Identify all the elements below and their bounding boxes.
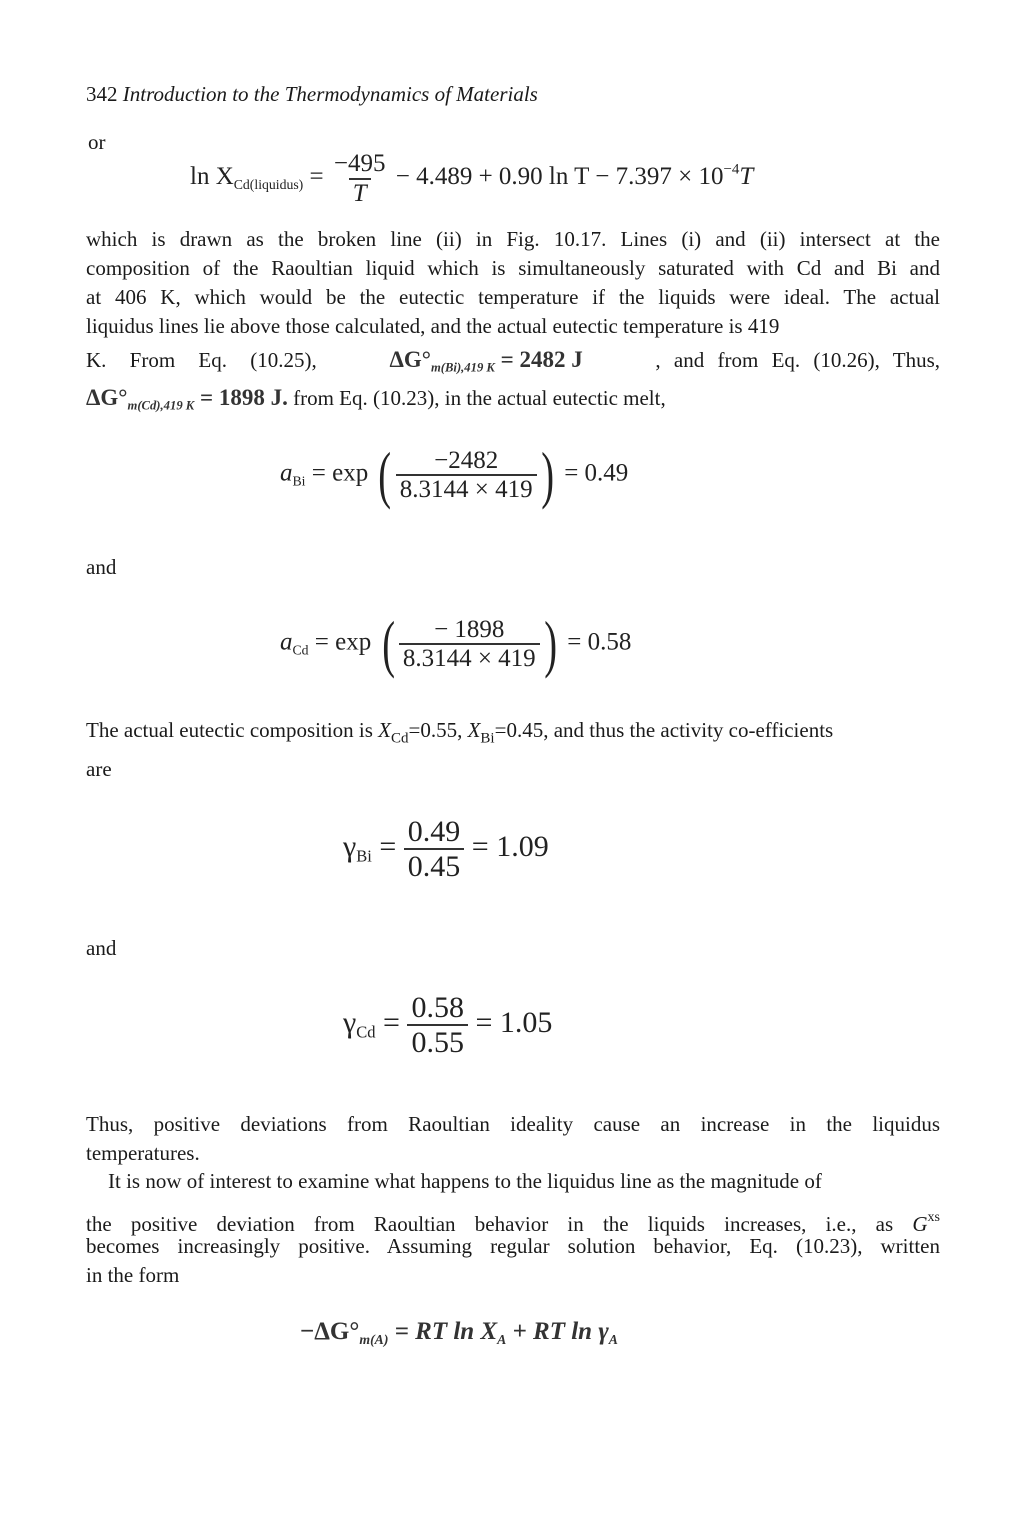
equation-regular-solution <box>300 1318 618 1348</box>
delta-g-cd-sub: m(Cd),419 K <box>127 398 195 413</box>
delta-g-bi-value: = 2482 J <box>494 347 583 372</box>
gamma-cd-lhs: γ <box>343 1005 357 1039</box>
equation-a-cd: $a_{Cd} = \exp$ ( $\frac{- 1898}{8.3144 \times 419}$ ) = 0.58 <box>280 608 632 679</box>
a-bi-sub: Bi <box>292 473 306 489</box>
p2-bi-sub: Bi <box>480 730 495 747</box>
p3-line: temperatures. <box>86 1141 200 1165</box>
a-cd-result: = 0.58 <box>567 628 632 656</box>
equation-gamma-cd: $\gamma_{Cd}$ = $\frac{0.58}{0.55}$ = 1.05 <box>343 991 553 1059</box>
eq1-tail: T <box>739 163 754 191</box>
eq1-exp: −4 <box>723 161 740 178</box>
gamma-cd-num: 0.58 <box>411 991 464 1024</box>
book-title: Introduction to the Thermodynamics of Materials <box>122 82 538 106</box>
a-bi-den: 8.3144 × 419 <box>396 474 537 504</box>
p1-line6-text: from Eq. (10.23), in the actual eutectic melt, <box>287 386 666 410</box>
gamma-bi-fraction <box>404 815 465 883</box>
a-bi-lhs: a <box>280 459 293 487</box>
p4-line2-text: the positive deviation from Raoultian behavior in the liquids increases, i.e., as <box>86 1211 913 1236</box>
running-header <box>86 80 538 109</box>
p3-line: Thus, positive deviations from Raoultian ideality cause an increase in the liquidus <box>86 1112 940 1136</box>
final-mid: = RT ln X <box>388 1318 498 1345</box>
p1-line: at 406 K, which would be the eutectic temperature if the liquids were ideal. The actual <box>86 285 940 309</box>
a-cd-fraction <box>399 616 540 673</box>
connector-and-1: and <box>86 555 117 579</box>
paragraph-4 <box>86 1167 940 1196</box>
p1-line: liquidus lines lie above those calculated, and the actual eutectic temperature is 419 <box>86 314 780 338</box>
gamma-bi-result: = 1.09 <box>471 829 549 863</box>
final-pre: −ΔG° <box>300 1318 360 1345</box>
p2-x-cd: X <box>378 718 391 742</box>
p4-g-xs: G <box>912 1211 928 1236</box>
p1-line: which is drawn as the broken line (ii) in Fig. 10.17. Lines (i) and (ii) intersect at the <box>86 227 940 251</box>
connector-or: or <box>88 130 106 154</box>
paragraph-1 <box>86 225 940 341</box>
p2-x-bi: X <box>467 718 481 742</box>
gamma-cd-fraction <box>407 991 468 1059</box>
gamma-bi-num: 0.49 <box>407 815 461 848</box>
eq1-den: T <box>349 178 371 208</box>
p1-line-6 <box>86 383 666 420</box>
a-bi-result: = 0.49 <box>564 459 629 487</box>
a-bi-fraction <box>396 447 537 504</box>
final-sub2: A <box>497 1331 507 1347</box>
p2-text-a: The actual eutectic composition is <box>86 718 379 742</box>
delta-g-bi-pre: ΔG° <box>389 347 431 372</box>
inline-eq-delta-g-bi <box>389 345 582 382</box>
gamma-bi-sub: Bi <box>356 846 372 866</box>
paragraph-3 <box>86 1110 940 1168</box>
p4-line: becomes increasingly positive. Assuming regular solution behavior, Eq. (10.23), written <box>86 1234 940 1258</box>
connector-and-2: and <box>86 936 117 960</box>
p1-line5-b: , and from Eq. (10.26), Thus, <box>655 348 940 372</box>
equation-gamma-bi: $\gamma_{Bi}$ = $\frac{0.49}{0.45}$ = 1.09 <box>343 815 549 883</box>
final-sub3: A <box>608 1331 618 1347</box>
a-cd-sub: Cd <box>292 642 309 658</box>
eq1-fraction <box>330 150 390 207</box>
a-cd-den: 8.3144 × 419 <box>399 643 540 673</box>
p4-xs-sup: xs <box>927 1210 940 1225</box>
equation-a-bi: $a_{Bi} = \exp$ ( $\frac{-2482}{8.3144 \times 419}$ ) = 0.49 <box>280 439 629 510</box>
p2-text-c: =0.45, and thus the activity co-efficients <box>494 718 834 742</box>
gamma-cd-sub: Cd <box>356 1022 376 1042</box>
a-cd-fn: exp <box>335 628 372 656</box>
gamma-cd-result: = 1.05 <box>475 1005 553 1039</box>
a-bi-num: −2482 <box>434 446 499 474</box>
p4-line: in the form <box>86 1263 180 1287</box>
p4-line: It is now of interest to examine what happens to the liquidus line as the magnitude of <box>108 1169 822 1193</box>
equation-ln-x-cd-liquidus: $\ln X_{Cd(liquidus)}$ = $\frac{-495}{T}$ − 4.489 + 0.90 $\ln T - 7.397 \times 10^{-4}T$ <box>190 150 754 207</box>
final-sub: m(A) <box>359 1331 389 1347</box>
gamma-cd-den: 0.55 <box>407 1024 468 1059</box>
eq1-rest: − 4.489 + 0.90 ln T − 7.397 × 10 <box>395 163 724 191</box>
inline-eq-delta-g-cd <box>86 385 288 413</box>
p1-line-5 <box>86 345 940 382</box>
eq1-num: −495 <box>333 150 386 177</box>
p2-cd-sub: Cd <box>390 730 409 747</box>
page-number: 342 <box>86 82 118 106</box>
p2-line-2: are <box>86 757 112 781</box>
p4-lines-3-4 <box>86 1232 940 1290</box>
delta-g-bi-sub: m(Bi),419 K <box>430 360 495 375</box>
a-cd-lhs: a <box>280 628 293 656</box>
a-cd-num: − 1898 <box>434 615 505 643</box>
p1-line5-a: K. From Eq. (10.25), <box>86 348 317 372</box>
gamma-bi-den: 0.45 <box>404 848 465 883</box>
eq1-lhs: ln X <box>190 163 234 191</box>
a-bi-fn: exp <box>332 459 369 487</box>
p1-line: composition of the Raoultian liquid which is simultaneously saturated with Cd and Bi and <box>86 256 940 280</box>
gamma-bi-lhs: γ <box>343 829 357 863</box>
delta-g-cd-value: = 1898 J. <box>194 385 288 410</box>
eq1-lhs-sub: Cd(liquidus) <box>233 177 304 193</box>
delta-g-cd-pre: ΔG° <box>86 385 128 410</box>
paragraph-2 <box>86 716 833 753</box>
final-end: + RT ln γ <box>506 1318 609 1345</box>
p2-text-b: =0.55, <box>408 718 468 742</box>
